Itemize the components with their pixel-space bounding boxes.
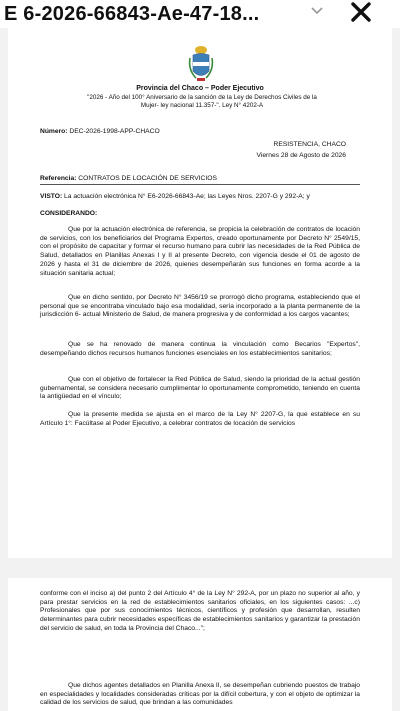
reference	[40, 175, 217, 184]
paragraph-4: Que con el objetivo de fortalecer la Red Pública de Salud, siendo la prioridad de la actual gestión gubernamental, se considera necesario cumplimentar lo oportunamente comprometido, teniendo en cuenta la antigüedad en el vínculo;	[40, 376, 360, 401]
document-page-1	[8, 28, 392, 558]
referencia-value: CONTRATOS DE LOCACIÓN DE SERVICIOS	[78, 175, 217, 182]
visto	[40, 193, 360, 202]
city: RESISTENCIA, CHACO	[273, 141, 346, 148]
chevron-down-icon[interactable]	[306, 2, 328, 20]
paragraph-6: conforme con el inciso a) del punto 2 del Artículo 4° de la Ley N° 292-A, por un plazo no superior al año, y para prestar servicios en la red de establecimientos sanitarios oficiales, en los siguientes casos: ...c) Profesionales que por sus conocimientos técnicos, científicos y profesión que desarrollan, resulten determinantes para cubrir necesidades específicas de establecimientos sanitarios y garantizar la prestación del servicio de salud, en toda la Provincia del Chaco...";	[40, 590, 360, 632]
referencia-label: Referencia:	[40, 175, 77, 182]
close-icon[interactable]	[346, 0, 376, 24]
divider	[40, 184, 360, 185]
numero-value: DEC-2026-1998-APP-CHACO	[69, 128, 160, 135]
date: Viernes 28 de Agosto de 2026	[256, 152, 346, 159]
viewer-header	[0, 0, 400, 28]
organization-heading: Provincia del Chaco – Poder Ejecutivo	[136, 85, 264, 92]
paragraph-2: Que en dicho sentido, por Decreto N° 3456/19 se prorrogó dicho programa, estableciendo que el personal que se encontraba vinculado bajo esa modalidad, sería incorporado a la planta permanente de la jurisdicción 6- actual Ministerio de Salud, de manera progresiva y de conformidad a los cargos vacantes;	[40, 294, 360, 319]
coat-of-arms-icon	[187, 44, 215, 84]
visto-label: VISTO:	[40, 193, 63, 200]
year-motto: "2026 - Año del 100° Aniversario de la sanción de la Ley de Derechos Civiles de la Mujer- ley nacional 11.357-". Ley N° 4202-A	[87, 94, 317, 109]
considerando-heading: CONSIDERANDO:	[40, 210, 98, 217]
paragraph-7: Que dichos agentes detallados en Planilla Anexa II, se desempeñan cubriendo puestos de trabajo en especialidades y localidades consideradas críticas por la difícil cobertura, y con el objeto de optimizar la calidad de los servicios de salud, que brindan a las comunidades	[40, 682, 360, 707]
document-page-2	[8, 578, 392, 711]
numero-label: Número:	[40, 128, 68, 135]
paragraph-1: Que por la actuación electrónica de referencia, se propicia la celebración de contratos de locación de servicios, con los beneficiarios del Programa Expertos, creado oportunamente por Decreto N° 2549/15, con el propósito de capacitar y formar el recurso humano para cubrir las necesidades de la Red Pública de Salud, detallados en Planillas Anexas I y II al presente Decreto, con vigencia desde el 01 de agosto de 2026 y hasta el 31 de diciembre de 2026, quienes desempeñarán sus funciones en forma acorde a la situación sanitaria actual;	[40, 226, 360, 277]
visto-value: La actuación electrónica N° E6-2026-66843-Ae; las Leyes Nros. 2207-G y 292-A; y	[64, 193, 310, 200]
document-title: E 6-2026-66843-Ae-47-18...	[4, 2, 260, 25]
paragraph-3: Que se ha renovado de manera continua la vinculación como Becarios "Expertos", desempeñando dichos recursos humanos funciones esenciales en los establecimientos sanitarios;	[40, 341, 360, 357]
document-number	[40, 128, 160, 137]
paragraph-5: Que la presente medida se ajusta en el marco de la Ley N° 2207-G, la que establece en su Artículo 1°: Facúltase al Poder Ejecutivo, a celebrar contratos de locación de servicios	[40, 411, 360, 427]
